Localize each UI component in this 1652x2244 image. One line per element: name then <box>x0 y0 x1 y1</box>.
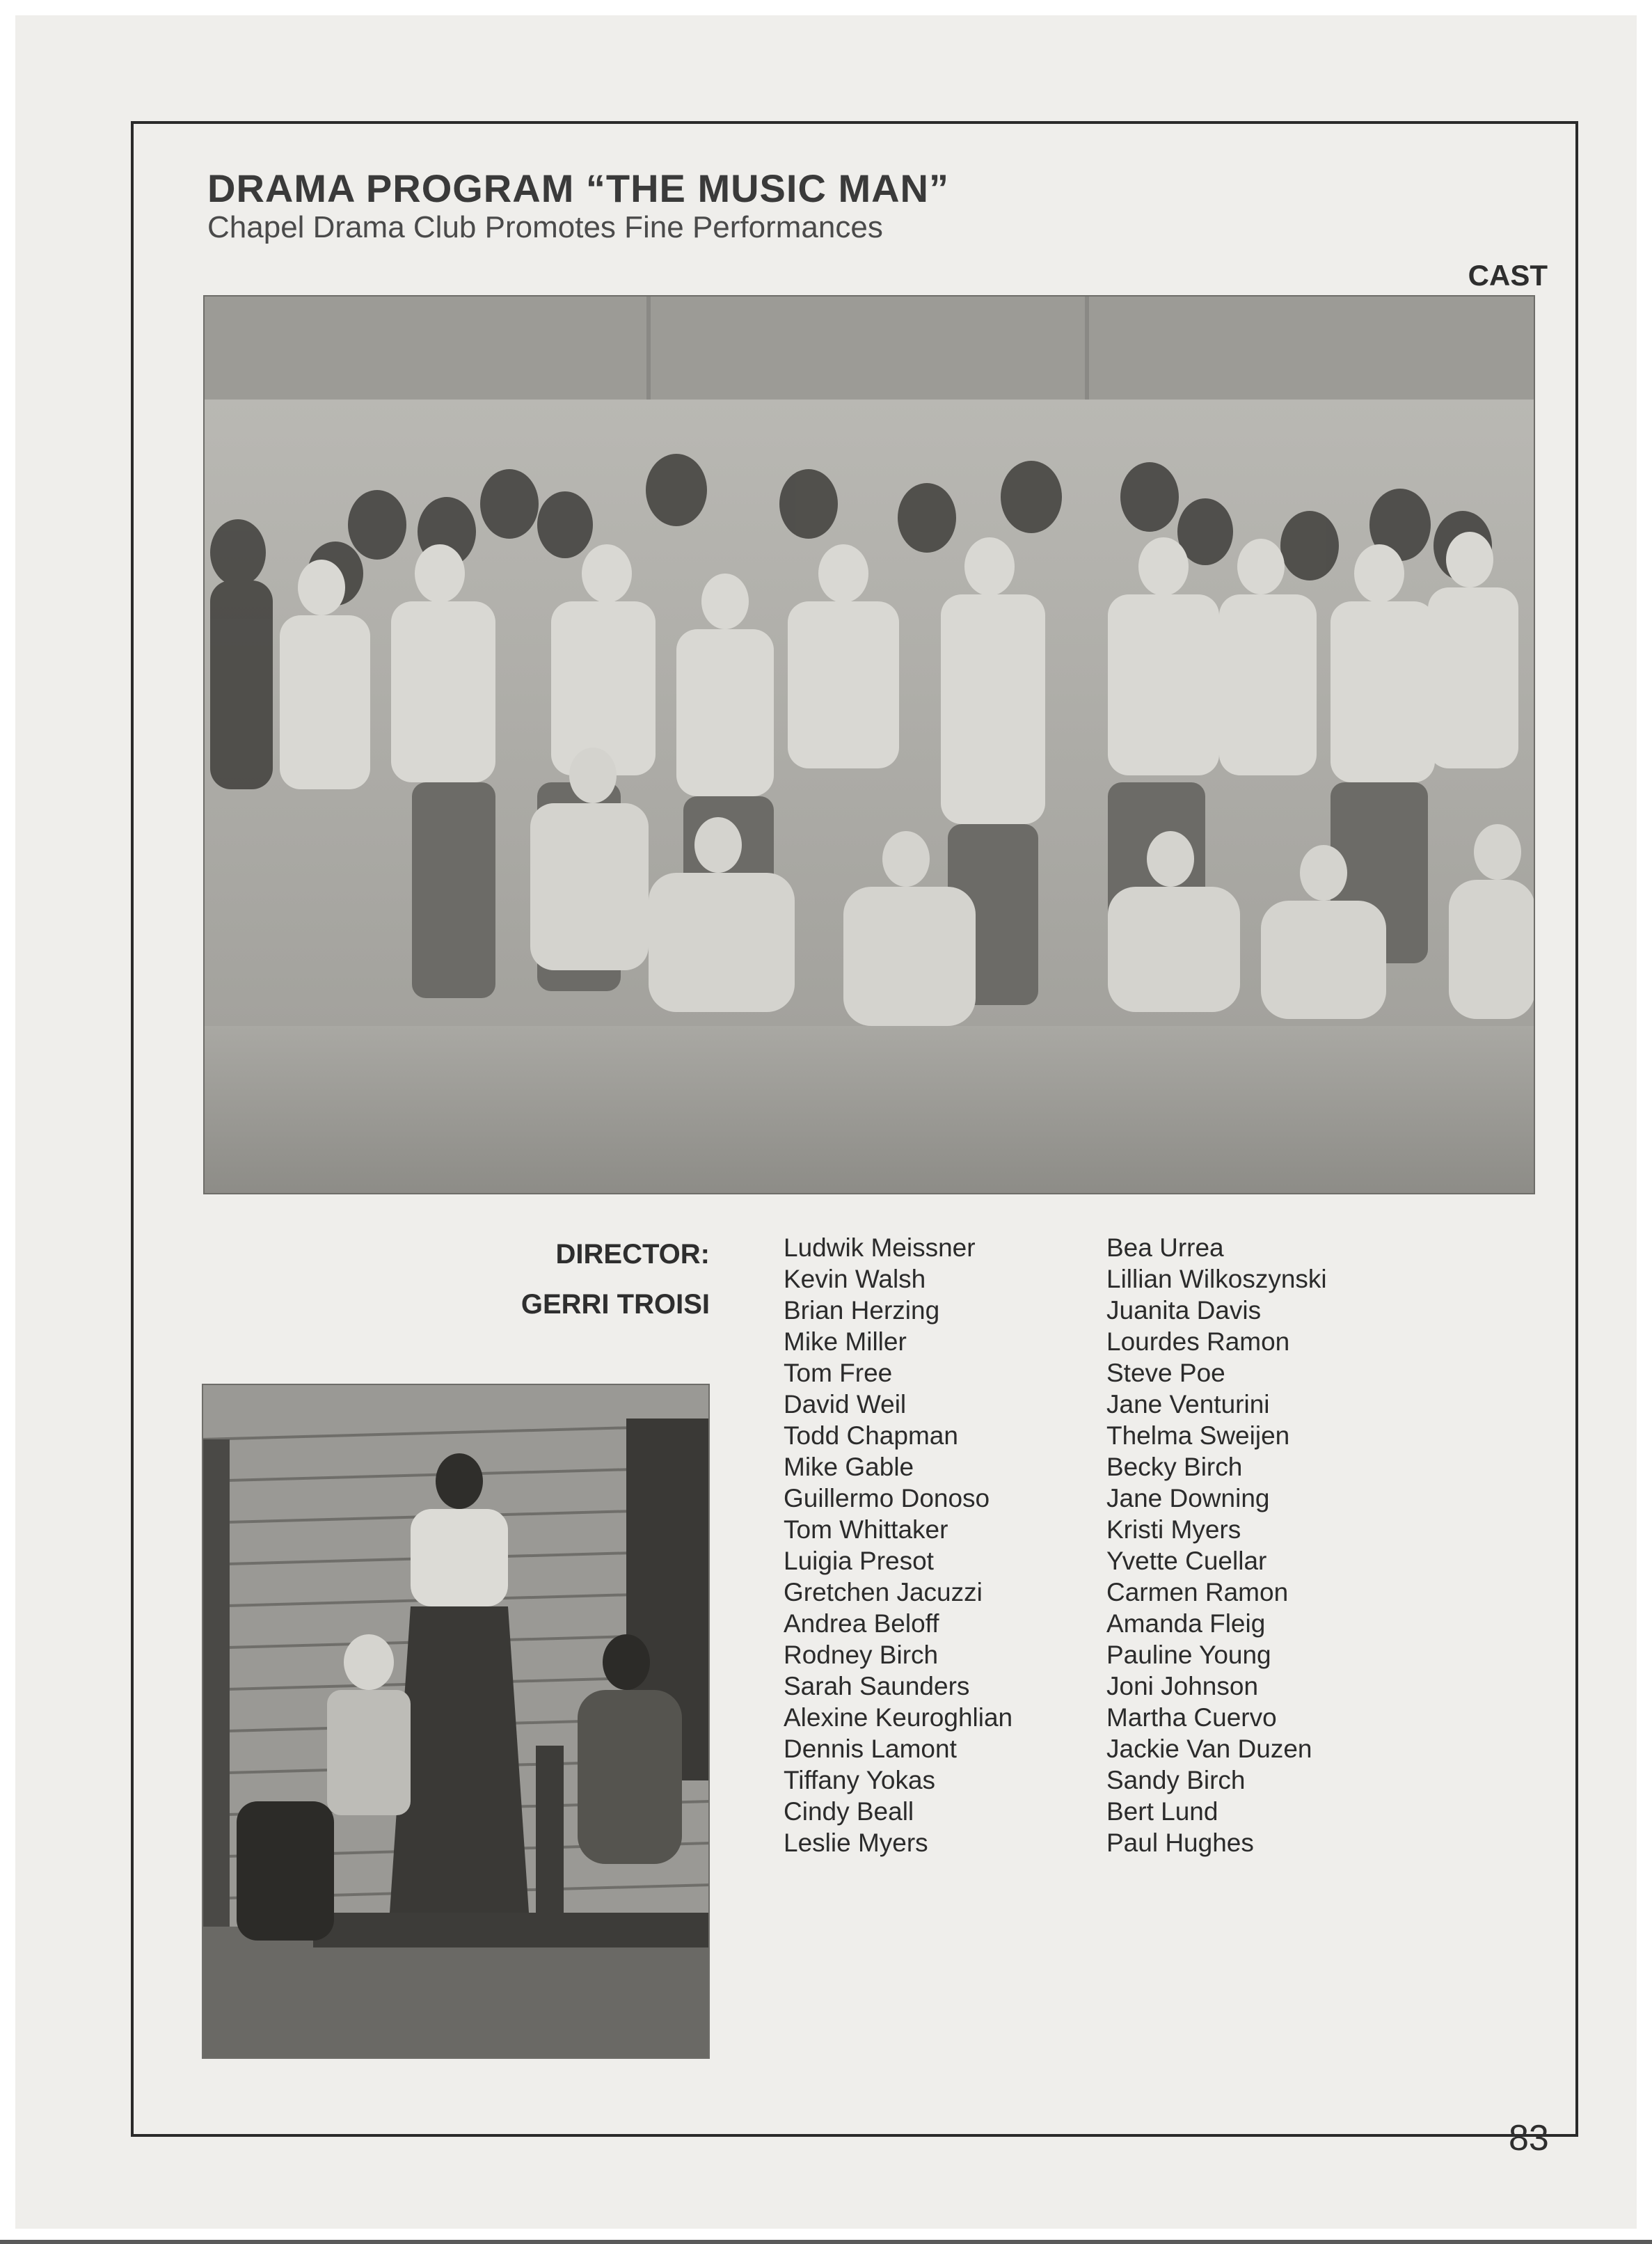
stage-scene-photo <box>202 1384 710 2059</box>
cast-member-name: Tiffany Yokas <box>784 1766 936 1794</box>
cast-member-name: Bea Urrea <box>1106 1233 1224 1262</box>
cast-member-name: Dennis Lamont <box>784 1735 957 1763</box>
cast-member-name: David Weil <box>784 1390 907 1419</box>
stage-scene-photo-illustration <box>202 1384 710 2059</box>
cast-member-name: Alexine Keuroghlian <box>784 1703 1013 1732</box>
cast-list-column-2 <box>1106 1232 1327 1858</box>
cast-member-name: Luigia Presot <box>784 1547 934 1575</box>
cast-member-name: Andrea Beloff <box>784 1609 939 1638</box>
cast-member-name: Bert Lund <box>1106 1797 1218 1826</box>
cast-member-name: Paul Hughes <box>1106 1828 1254 1857</box>
cast-member-name: Cindy Beall <box>784 1797 914 1826</box>
page-subtitle: Chapel Drama Club Promotes Fine Performances <box>207 210 883 244</box>
cast-member-name: Becky Birch <box>1106 1453 1243 1481</box>
cast-member-name: Ludwik Meissner <box>784 1233 976 1262</box>
cast-member-name: Amanda Fleig <box>1106 1609 1266 1638</box>
cast-member-name: Jane Venturini <box>1106 1390 1270 1419</box>
cast-member-name: Brian Herzing <box>784 1296 940 1325</box>
cast-member-name: Pauline Young <box>1106 1641 1271 1669</box>
cast-member-name: Mike Gable <box>784 1453 914 1481</box>
cast-member-name: Carmen Ramon <box>1106 1578 1289 1606</box>
cast-member-name: Mike Miller <box>784 1327 907 1356</box>
director-name: GERRI TROISI <box>521 1289 710 1320</box>
cast-member-name: Todd Chapman <box>784 1421 958 1450</box>
cast-member-name: Guillermo Donoso <box>784 1484 990 1512</box>
cast-member-name: Lillian Wilkoszynski <box>1106 1265 1327 1293</box>
cast-member-name: Jackie Van Duzen <box>1106 1735 1312 1763</box>
cast-group-photo <box>203 295 1535 1194</box>
cast-member-name: Leslie Myers <box>784 1828 928 1857</box>
cast-member-name: Sandy Birch <box>1106 1766 1246 1794</box>
cast-member-name: Martha Cuervo <box>1106 1703 1277 1732</box>
cast-member-name: Gretchen Jacuzzi <box>784 1578 983 1606</box>
page-bottom-edge <box>0 2240 1652 2244</box>
cast-member-name: Juanita Davis <box>1106 1296 1262 1325</box>
page-title: DRAMA PROGRAM “THE MUSIC MAN” <box>207 166 949 210</box>
cast-member-name: Kevin Walsh <box>784 1265 926 1293</box>
cast-member-name: Joni Johnson <box>1106 1672 1259 1700</box>
cast-member-name: Yvette Cuellar <box>1106 1547 1267 1575</box>
cast-member-name: Tom Free <box>784 1359 893 1387</box>
cast-list-column-1 <box>784 1232 1012 1858</box>
cast-member-name: Sarah Saunders <box>784 1672 970 1700</box>
cast-member-name: Kristi Myers <box>1106 1515 1241 1544</box>
cast-group-photo-illustration <box>203 295 1535 1194</box>
cast-member-name: Thelma Sweijen <box>1106 1421 1290 1450</box>
cast-heading: CAST <box>1468 259 1548 292</box>
cast-member-name: Steve Poe <box>1106 1359 1225 1387</box>
cast-member-name: Lourdes Ramon <box>1106 1327 1290 1356</box>
cast-member-name: Jane Downing <box>1106 1484 1270 1512</box>
cast-member-name: Tom Whittaker <box>784 1515 948 1544</box>
cast-member-name: Rodney Birch <box>784 1641 939 1669</box>
director-label: DIRECTOR: <box>555 1239 710 1270</box>
page-number: 83 <box>1509 2118 1549 2158</box>
